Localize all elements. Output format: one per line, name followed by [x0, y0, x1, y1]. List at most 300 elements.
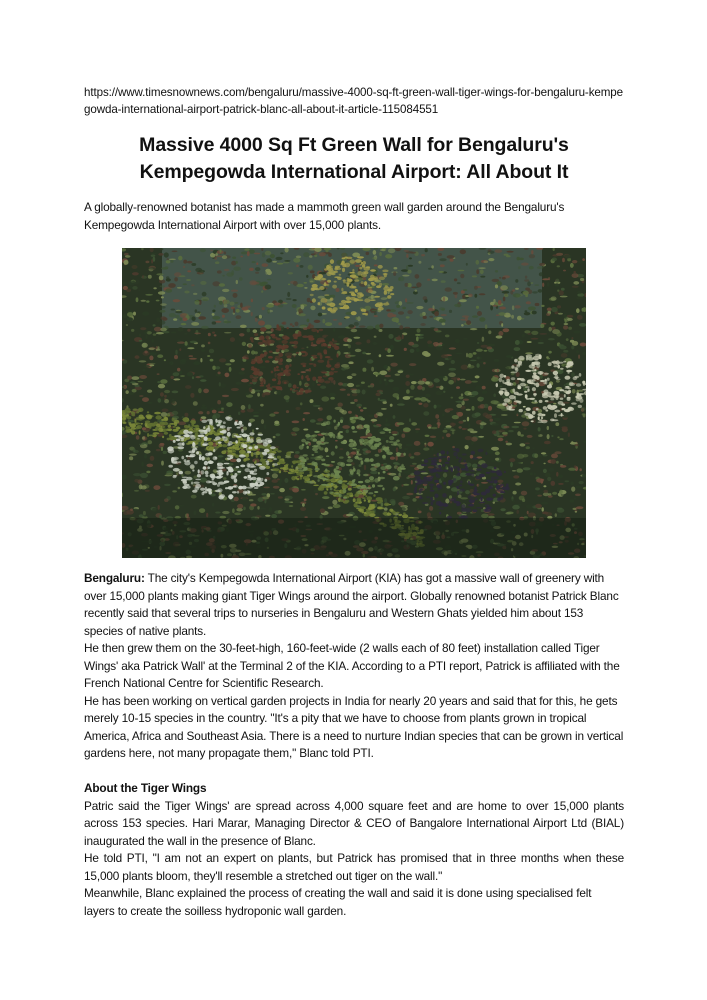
- foliage-leaf: [132, 265, 138, 269]
- foliage-leaf: [436, 391, 444, 396]
- foliage-leaf: [234, 512, 241, 515]
- foliage-leaf: [327, 415, 332, 420]
- foliage-leaf: [191, 284, 194, 286]
- foliage-leaf: [541, 452, 546, 454]
- foliage-leaf: [311, 355, 317, 357]
- foliage-leaf: [383, 428, 389, 431]
- foliage-leaf: [159, 248, 163, 250]
- foliage-leaf: [471, 437, 478, 442]
- foliage-leaf: [325, 356, 331, 358]
- foliage-leaf: [182, 418, 188, 421]
- foliage-leaf: [346, 451, 350, 456]
- foliage-leaf: [127, 376, 132, 380]
- foliage-leaf: [300, 475, 303, 477]
- foliage-leaf: [192, 376, 194, 379]
- foliage-leaf: [253, 415, 259, 417]
- foliage-leaf: [489, 419, 493, 422]
- foliage-leaf: [353, 498, 356, 502]
- foliage-leaf: [515, 279, 518, 283]
- foliage-leaf: [472, 457, 478, 459]
- foliage-leaf: [406, 375, 410, 378]
- foliage-leaf: [302, 389, 304, 391]
- foliage-leaf: [457, 512, 462, 515]
- foliage-leaf: [401, 464, 403, 467]
- foliage-leaf: [149, 363, 156, 365]
- foliage-leaf: [535, 434, 539, 436]
- foliage-leaf: [553, 371, 558, 375]
- foliage-leaf: [317, 384, 321, 386]
- foliage-leaf: [523, 291, 529, 295]
- foliage-leaf: [317, 456, 321, 458]
- foliage-leaf: [403, 453, 406, 456]
- foliage-leaf: [396, 512, 400, 514]
- foliage-leaf: [258, 445, 263, 448]
- foliage-leaf: [414, 487, 417, 490]
- foliage-leaf: [397, 443, 402, 446]
- foliage-leaf: [277, 478, 280, 480]
- foliage-leaf: [530, 472, 533, 475]
- foliage-leaf: [496, 335, 503, 338]
- foliage-leaf: [347, 307, 350, 309]
- foliage-leaf: [201, 502, 205, 504]
- foliage-leaf: [371, 505, 376, 508]
- foliage-leaf: [218, 442, 222, 444]
- foliage-leaf: [227, 432, 231, 437]
- foliage-leaf: [248, 404, 251, 409]
- foliage-leaf: [272, 463, 278, 466]
- foliage-leaf: [245, 306, 251, 309]
- foliage-leaf: [356, 384, 363, 387]
- foliage-leaf: [290, 388, 293, 391]
- foliage-leaf: [134, 419, 136, 423]
- foliage-leaf: [169, 434, 172, 437]
- foliage-leaf: [247, 451, 251, 453]
- foliage-leaf: [206, 513, 208, 518]
- foliage-leaf: [322, 335, 328, 337]
- foliage-leaf: [379, 283, 382, 287]
- foliage-leaf: [272, 378, 276, 381]
- foliage-leaf: [246, 487, 253, 489]
- foliage-leaf: [372, 484, 375, 487]
- foliage-leaf: [146, 300, 149, 302]
- foliage-leaf: [468, 353, 473, 358]
- foliage-leaf: [456, 503, 460, 506]
- foliage-leaf: [389, 431, 391, 433]
- foliage-leaf: [567, 371, 569, 374]
- foliage-leaf: [451, 377, 459, 380]
- foliage-leaf: [147, 433, 149, 437]
- foliage-leaf: [349, 443, 355, 448]
- foliage-leaf: [271, 514, 277, 518]
- foliage-leaf: [456, 353, 463, 355]
- foliage-leaf: [403, 396, 411, 400]
- foliage-leaf: [286, 332, 293, 335]
- foliage-leaf: [405, 381, 410, 386]
- foliage-leaf: [350, 388, 357, 390]
- foliage-leaf: [241, 251, 248, 254]
- foliage-leaf: [445, 335, 450, 338]
- foliage-leaf: [334, 490, 339, 492]
- foliage-leaf: [278, 353, 283, 357]
- foliage-leaf: [269, 507, 273, 512]
- foliage-leaf: [425, 394, 431, 398]
- foliage-leaf: [272, 261, 277, 263]
- foliage-leaf: [457, 467, 460, 471]
- foliage-leaf: [524, 312, 530, 315]
- foliage-leaf: [523, 406, 525, 408]
- foliage-leaf: [361, 274, 367, 278]
- foliage-leaf: [493, 359, 499, 362]
- foliage-leaf: [342, 425, 350, 429]
- foliage-leaf: [526, 446, 530, 449]
- foliage-leaf: [241, 405, 246, 410]
- foliage-leaf: [470, 328, 478, 330]
- foliage-leaf: [246, 357, 249, 359]
- foliage-leaf: [293, 299, 297, 301]
- foliage-leaf: [461, 324, 464, 327]
- foliage-leaf: [224, 463, 230, 465]
- foliage-leaf: [557, 436, 559, 438]
- foliage-leaf: [249, 470, 254, 472]
- foliage-leaf: [507, 251, 514, 253]
- foliage-leaf: [396, 440, 400, 443]
- foliage-leaf: [172, 418, 175, 422]
- foliage-leaf: [331, 473, 335, 477]
- foliage-leaf: [350, 470, 354, 475]
- foliage-leaf: [578, 355, 580, 359]
- foliage-leaf: [340, 427, 343, 429]
- foliage-leaf: [574, 376, 579, 378]
- foliage-leaf: [135, 355, 140, 359]
- foliage-leaf: [547, 434, 550, 439]
- foliage-leaf: [404, 327, 410, 329]
- foliage-leaf: [178, 453, 186, 455]
- foliage-leaf: [567, 391, 570, 393]
- foliage-leaf: [431, 448, 433, 451]
- source-url[interactable]: https://www.timesnownews.com/bengaluru/massive-4000-sq-ft-green-wall-tiger-wings-for-bengaluru-kempegowda-international-airport-patrick-blanc-all-about-it-article-115084551: [84, 86, 623, 116]
- foliage-leaf: [296, 312, 298, 315]
- foliage-leaf: [347, 394, 350, 396]
- foliage-leaf: [254, 461, 256, 464]
- foliage-leaf: [266, 466, 270, 469]
- foliage-leaf: [367, 326, 374, 330]
- foliage-leaf: [424, 486, 427, 489]
- foliage-leaf: [230, 337, 235, 342]
- foliage-leaf: [207, 355, 210, 357]
- foliage-leaf: [276, 386, 283, 390]
- foliage-leaf: [574, 444, 578, 446]
- foliage-leaf: [504, 471, 506, 473]
- foliage-leaf: [497, 369, 499, 373]
- foliage-leaf: [507, 512, 514, 515]
- foliage-leaf: [417, 385, 422, 390]
- foliage-leaf: [276, 433, 281, 436]
- foliage-leaf: [317, 330, 319, 333]
- foliage-leaf: [251, 312, 253, 316]
- foliage-leaf: [234, 478, 238, 483]
- foliage-leaf: [354, 479, 356, 481]
- foliage-leaf: [172, 490, 177, 492]
- foliage-leaf: [150, 456, 155, 461]
- foliage-leaf: [285, 496, 293, 500]
- foliage-leaf: [278, 345, 283, 348]
- foliage-leaf: [341, 441, 347, 444]
- foliage-leaf: [327, 303, 331, 305]
- foliage-leaf: [532, 311, 537, 315]
- foliage-leaf: [240, 465, 245, 468]
- foliage-leaf: [347, 459, 353, 463]
- foliage-leaf: [177, 287, 182, 289]
- foliage-leaf: [355, 342, 361, 345]
- foliage-leaf: [393, 476, 400, 481]
- foliage-leaf: [469, 483, 471, 486]
- foliage-leaf: [125, 429, 130, 433]
- foliage-leaf: [306, 275, 308, 278]
- foliage-leaf: [183, 318, 188, 322]
- foliage-leaf: [548, 338, 555, 340]
- foliage-leaf: [405, 283, 409, 287]
- foliage-leaf: [327, 346, 331, 349]
- foliage-leaf: [143, 365, 150, 368]
- foliage-leaf: [433, 305, 435, 309]
- foliage-leaf: [480, 497, 482, 501]
- foliage-leaf: [420, 313, 424, 317]
- foliage-leaf: [323, 422, 328, 426]
- foliage-leaf: [151, 255, 156, 257]
- foliage-leaf: [572, 260, 577, 263]
- foliage-leaf: [314, 489, 319, 493]
- foliage-leaf: [274, 421, 279, 425]
- foliage-leaf: [153, 324, 156, 326]
- foliage-leaf: [529, 254, 535, 258]
- foliage-leaf: [460, 274, 464, 279]
- foliage-leaf: [170, 260, 173, 263]
- foliage-leaf: [573, 281, 579, 285]
- foliage-leaf: [414, 471, 421, 476]
- foliage-leaf: [219, 382, 221, 386]
- foliage-leaf: [374, 264, 378, 266]
- foliage-leaf: [468, 423, 470, 427]
- foliage-leaf: [284, 501, 291, 503]
- foliage-leaf: [283, 262, 289, 264]
- dateline: Bengaluru:: [84, 571, 145, 585]
- foliage-leaf: [216, 255, 222, 257]
- foliage-leaf: [393, 487, 396, 491]
- foliage-leaf: [519, 409, 523, 412]
- foliage-leaf: [535, 303, 540, 306]
- foliage-leaf: [473, 509, 478, 512]
- foliage-leaf: [334, 485, 337, 489]
- foliage-leaf: [372, 310, 378, 312]
- foliage-leaf: [535, 359, 538, 361]
- foliage-leaf: [247, 251, 250, 256]
- foliage-leaf: [372, 257, 377, 259]
- foliage-leaf: [579, 323, 586, 327]
- foliage-leaf: [182, 416, 184, 418]
- foliage-leaf: [513, 293, 521, 297]
- foliage-leaf: [579, 398, 583, 403]
- foliage-leaf: [185, 471, 191, 475]
- foliage-leaf: [149, 267, 156, 269]
- green-wall-photo-icon: [122, 248, 586, 558]
- foliage-leaf: [481, 345, 488, 348]
- foliage-leaf: [576, 296, 584, 299]
- foliage-leaf: [151, 253, 156, 255]
- foliage-leaf: [443, 430, 448, 433]
- foliage-leaf: [266, 304, 274, 308]
- foliage-leaf: [245, 393, 249, 396]
- foliage-leaf: [531, 461, 534, 464]
- foliage-leaf: [185, 385, 191, 389]
- foliage-leaf: [164, 395, 167, 398]
- foliage-leaf: [447, 451, 449, 455]
- foliage-leaf: [148, 440, 153, 444]
- foliage-leaf: [276, 391, 281, 395]
- foliage-leaf: [314, 451, 318, 453]
- foliage-leaf: [375, 303, 381, 307]
- foliage-leaf: [221, 451, 226, 455]
- foliage-leaf: [139, 373, 142, 375]
- foliage-leaf: [458, 421, 463, 424]
- foliage-leaf: [223, 421, 226, 424]
- foliage-leaf: [540, 324, 544, 328]
- foliage-leaf: [313, 462, 317, 467]
- foliage-leaf: [192, 443, 195, 448]
- foliage-leaf: [247, 478, 253, 481]
- foliage-leaf: [266, 461, 270, 463]
- foliage-leaf: [270, 446, 276, 449]
- foliage-leaf: [192, 469, 194, 471]
- foliage-leaf: [534, 369, 536, 371]
- foliage-leaf: [471, 391, 478, 396]
- foliage-leaf: [259, 466, 266, 470]
- foliage-leaf: [154, 412, 161, 415]
- foliage-leaf: [456, 486, 458, 488]
- foliage-leaf: [431, 463, 438, 465]
- foliage-leaf: [178, 256, 182, 261]
- foliage-leaf: [361, 427, 364, 429]
- foliage-leaf: [336, 466, 340, 469]
- foliage-leaf: [279, 488, 285, 492]
- foliage-leaf: [520, 383, 527, 387]
- foliage-leaf: [386, 302, 388, 304]
- foliage-leaf: [241, 410, 246, 413]
- foliage-leaf: [421, 254, 425, 256]
- foliage-leaf: [417, 381, 425, 385]
- foliage-leaf: [348, 361, 353, 364]
- foliage-leaf: [141, 462, 144, 467]
- foliage-leaf: [348, 421, 350, 426]
- foliage-leaf: [301, 375, 303, 380]
- foliage-leaf: [385, 466, 389, 468]
- foliage-leaf: [567, 318, 573, 321]
- foliage-leaf: [296, 478, 299, 480]
- foliage-leaf: [352, 431, 357, 433]
- foliage-leaf: [461, 468, 466, 470]
- foliage-leaf: [519, 496, 525, 501]
- foliage-leaf: [219, 301, 222, 305]
- foliage-leaf: [524, 248, 529, 250]
- foliage-leaf: [132, 272, 139, 275]
- foliage-leaf: [139, 375, 147, 379]
- foliage-leaf: [510, 291, 513, 295]
- foliage-leaf: [516, 468, 523, 472]
- foliage-leaf: [357, 451, 359, 454]
- foliage-leaf: [156, 449, 161, 451]
- foliage-leaf: [133, 509, 138, 511]
- foliage-leaf: [423, 316, 427, 319]
- foliage-leaf: [559, 389, 564, 391]
- foliage-leaf: [534, 383, 537, 386]
- foliage-leaf: [187, 347, 194, 349]
- foliage-leaf: [479, 502, 486, 504]
- foliage-leaf: [428, 466, 435, 468]
- foliage-leaf: [253, 412, 260, 414]
- foliage-leaf: [267, 309, 270, 314]
- foliage-leaf: [177, 341, 185, 343]
- foliage-leaf: [541, 305, 545, 307]
- foliage-leaf: [237, 504, 243, 509]
- foliage-leaf: [230, 456, 233, 459]
- foliage-leaf: [420, 397, 427, 402]
- foliage-leaf: [430, 497, 433, 501]
- foliage-leaf: [144, 454, 147, 459]
- foliage-leaf: [525, 370, 531, 372]
- foliage-leaf: [539, 371, 541, 375]
- foliage-leaf: [277, 483, 282, 486]
- foliage-leaf: [368, 289, 373, 293]
- foliage-leaf: [445, 420, 450, 422]
- foliage-leaf: [354, 456, 359, 460]
- foliage-leaf: [252, 379, 258, 383]
- foliage-leaf: [498, 438, 504, 442]
- foliage-leaf: [476, 306, 479, 309]
- foliage-leaf: [147, 464, 154, 468]
- foliage-leaf: [324, 352, 327, 355]
- foliage-leaf: [181, 456, 184, 460]
- foliage-leaf: [357, 469, 361, 473]
- foliage-leaf: [192, 490, 197, 493]
- foliage-leaf: [305, 384, 310, 387]
- foliage-leaf: [500, 491, 505, 493]
- foliage-leaf: [248, 344, 252, 348]
- foliage-leaf: [217, 400, 221, 404]
- foliage-leaf: [378, 507, 385, 509]
- foliage-leaf: [299, 445, 304, 450]
- foliage-leaf: [536, 408, 539, 410]
- foliage-leaf: [252, 261, 256, 263]
- foliage-leaf: [270, 493, 275, 495]
- foliage-leaf: [299, 457, 305, 460]
- foliage-leaf: [202, 404, 206, 407]
- foliage-leaf: [561, 353, 568, 358]
- foliage-leaf: [222, 315, 225, 318]
- foliage-leaf: [384, 507, 388, 510]
- foliage-leaf: [313, 485, 319, 487]
- foliage-leaf: [128, 392, 134, 395]
- foliage-leaf: [555, 513, 557, 517]
- foliage-leaf: [465, 380, 472, 384]
- foliage-leaf: [440, 264, 445, 267]
- foliage-leaf: [276, 257, 283, 260]
- foliage-leaf: [443, 297, 445, 302]
- foliage-leaf: [300, 402, 303, 405]
- foliage-leaf: [363, 407, 367, 409]
- foliage-leaf: [166, 276, 169, 279]
- foliage-leaf: [329, 393, 336, 398]
- foliage-leaf: [189, 358, 197, 360]
- foliage-leaf: [346, 257, 353, 260]
